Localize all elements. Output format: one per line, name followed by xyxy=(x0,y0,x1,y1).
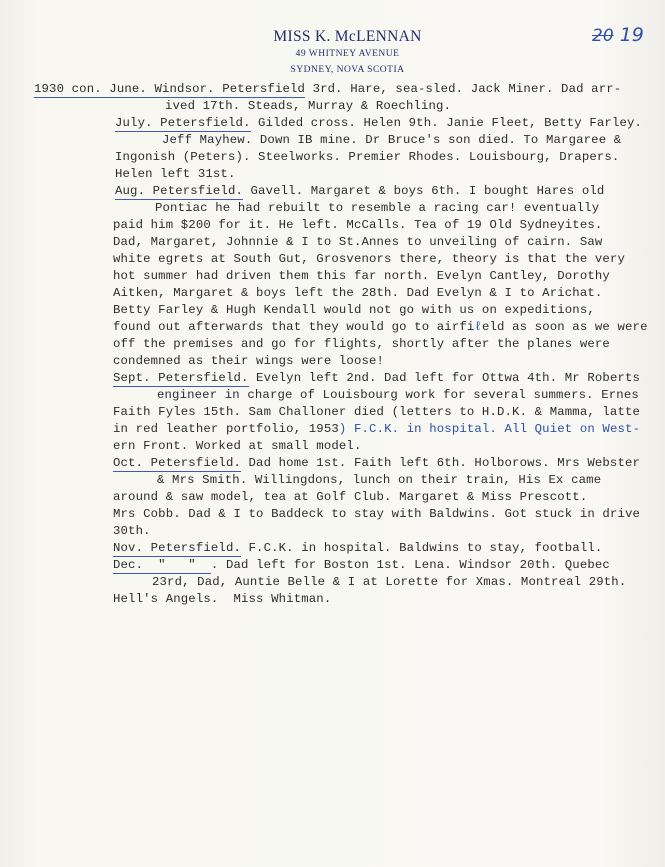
entry-aug-line-6: hot summer had driven them this far north. Evelyn Cantley, Dorothy xyxy=(113,269,610,283)
handwritten-correction: ℓ xyxy=(474,320,482,334)
corrected-page-number: 19 xyxy=(619,24,644,46)
entry-text: Gilded cross. Helen 9th. Janie Fleet, Betty Farley. xyxy=(250,116,643,130)
entry-dec-heading: Dec. " " xyxy=(113,558,211,572)
entry-aug-line-8: Betty Farley & Hugh Kendall would not go with us on expeditions, xyxy=(113,303,595,317)
letterhead-name: MISS K. McLENNAN xyxy=(273,28,422,45)
struck-page-number: 20 xyxy=(592,26,614,46)
handwritten-page-number xyxy=(592,24,644,46)
entry-sept-line-5: ern Front. Worked at small model. xyxy=(113,439,362,453)
entry-text: eld as soon as we were xyxy=(481,320,648,334)
entry-aug-line-1 xyxy=(115,184,604,198)
handwritten-paren: ) F.C.K. in hospital. All Quiet on West- xyxy=(338,422,641,436)
letterhead-address-city: SYDNEY, NOVA SCOTIA xyxy=(290,65,405,75)
entry-text: Evelyn left 2nd. Dad left for Ottwa 4th. Mr Roberts xyxy=(248,371,641,385)
entry-aug-line-5: white egrets at South Gut, Grosvenors there, theory is that the very xyxy=(113,252,625,266)
entry-oct-heading: Oct. Petersfield. xyxy=(113,456,241,470)
entry-june-heading: 1930 con. June. Windsor. Petersfield xyxy=(34,82,306,96)
letterhead-address-street: 49 WHITNEY AVENUE xyxy=(295,49,400,59)
entry-aug-line-9 xyxy=(113,320,648,334)
entry-sept-line-1 xyxy=(113,371,640,385)
entry-july-line-1 xyxy=(115,116,642,130)
entry-july-line-3: Ingonish (Peters). Steelworks. Premier Rhodes. Louisbourg, Drapers. xyxy=(115,150,620,164)
entry-july-line-2: Jeff Mayhew. Down IB mine. Dr Bruce's son died. To Margaree & xyxy=(162,133,622,147)
entry-oct-line-2: & Mrs Smith. Willingdons, lunch on their train, His Ex came xyxy=(157,473,602,487)
entry-oct-line-3: around & saw model, tea at Golf Club. Margaret & Miss Prescott. xyxy=(113,490,588,504)
entry-sept-line-3: Faith Fyles 15th. Sam Challoner died (letters to H.D.K. & Mamma, latte xyxy=(113,405,641,419)
entry-oct-line-1 xyxy=(113,456,640,470)
entry-aug-line-10: off the premises and go for flights, shortly after the planes were xyxy=(113,337,610,351)
entry-june-line-2: ived 17th. Steads, Murray & Roechling. xyxy=(165,99,452,113)
entry-text: Gavell. Margaret & boys 6th. I bought Hares old xyxy=(243,184,605,198)
entry-aug-line-2: Pontiac he had rebuilt to resemble a racing car! eventually xyxy=(155,201,600,215)
entry-dec-line-3: Hell's Angels. Miss Whitman. xyxy=(113,592,332,606)
entry-oct-line-5: 30th. xyxy=(113,524,151,538)
entry-dec-line-1 xyxy=(113,558,610,572)
entry-july-heading: July. Petersfield. xyxy=(115,116,251,130)
entry-sept-heading: Sept. Petersfield. xyxy=(113,371,249,385)
entry-dec-line-2: 23rd, Dad, Auntie Belle & I at Lorette for Xmas. Montreal 29th. xyxy=(152,575,627,589)
entry-aug-line-7: Aitken, Margaret & boys left the 28th. Dad Evelyn & I to Arichat. xyxy=(113,286,603,300)
entry-text: 3rd. Hare, sea-sled. Jack Miner. Dad arr- xyxy=(305,82,622,96)
entry-june-line-1 xyxy=(34,82,621,96)
entry-aug-heading: Aug. Petersfield. xyxy=(115,184,243,198)
entry-oct-line-4: Mrs Cobb. Dad & I to Baddeck to stay with Baldwins. Got stuck in drive xyxy=(113,507,641,521)
entry-sept-line-2: engineer in charge of Louisbourg work for several summers. Ernes xyxy=(157,388,639,402)
entry-aug-line-11: condemned as their wings were loose! xyxy=(113,354,385,368)
entry-aug-line-3: paid him $200 for it. He left. McCalls. Tea of 19 Old Sydneyites. xyxy=(113,218,603,232)
entry-july-line-4: Helen left 31st. xyxy=(115,167,236,181)
entry-aug-line-4: Dad, Margaret, Johnnie & I to St.Annes to unveiling of cairn. Saw xyxy=(113,235,603,249)
entry-text: F.C.K. in hospital. Baldwins to stay, football. xyxy=(241,541,603,555)
entry-text: . Dad left for Boston 1st. Lena. Windsor 20th. Quebec xyxy=(210,558,610,572)
entry-sept-line-4 xyxy=(113,422,640,436)
entry-text: Dad home 1st. Faith left 6th. Holborows. Mrs Webster xyxy=(241,456,641,470)
entry-text: in red leather portfolio, 1953 xyxy=(113,422,339,436)
entry-nov-line-1 xyxy=(113,541,602,555)
entry-nov-heading: Nov. Petersfield. xyxy=(113,541,241,555)
entry-text: found out afterwards that they would go to airfi xyxy=(113,320,475,334)
